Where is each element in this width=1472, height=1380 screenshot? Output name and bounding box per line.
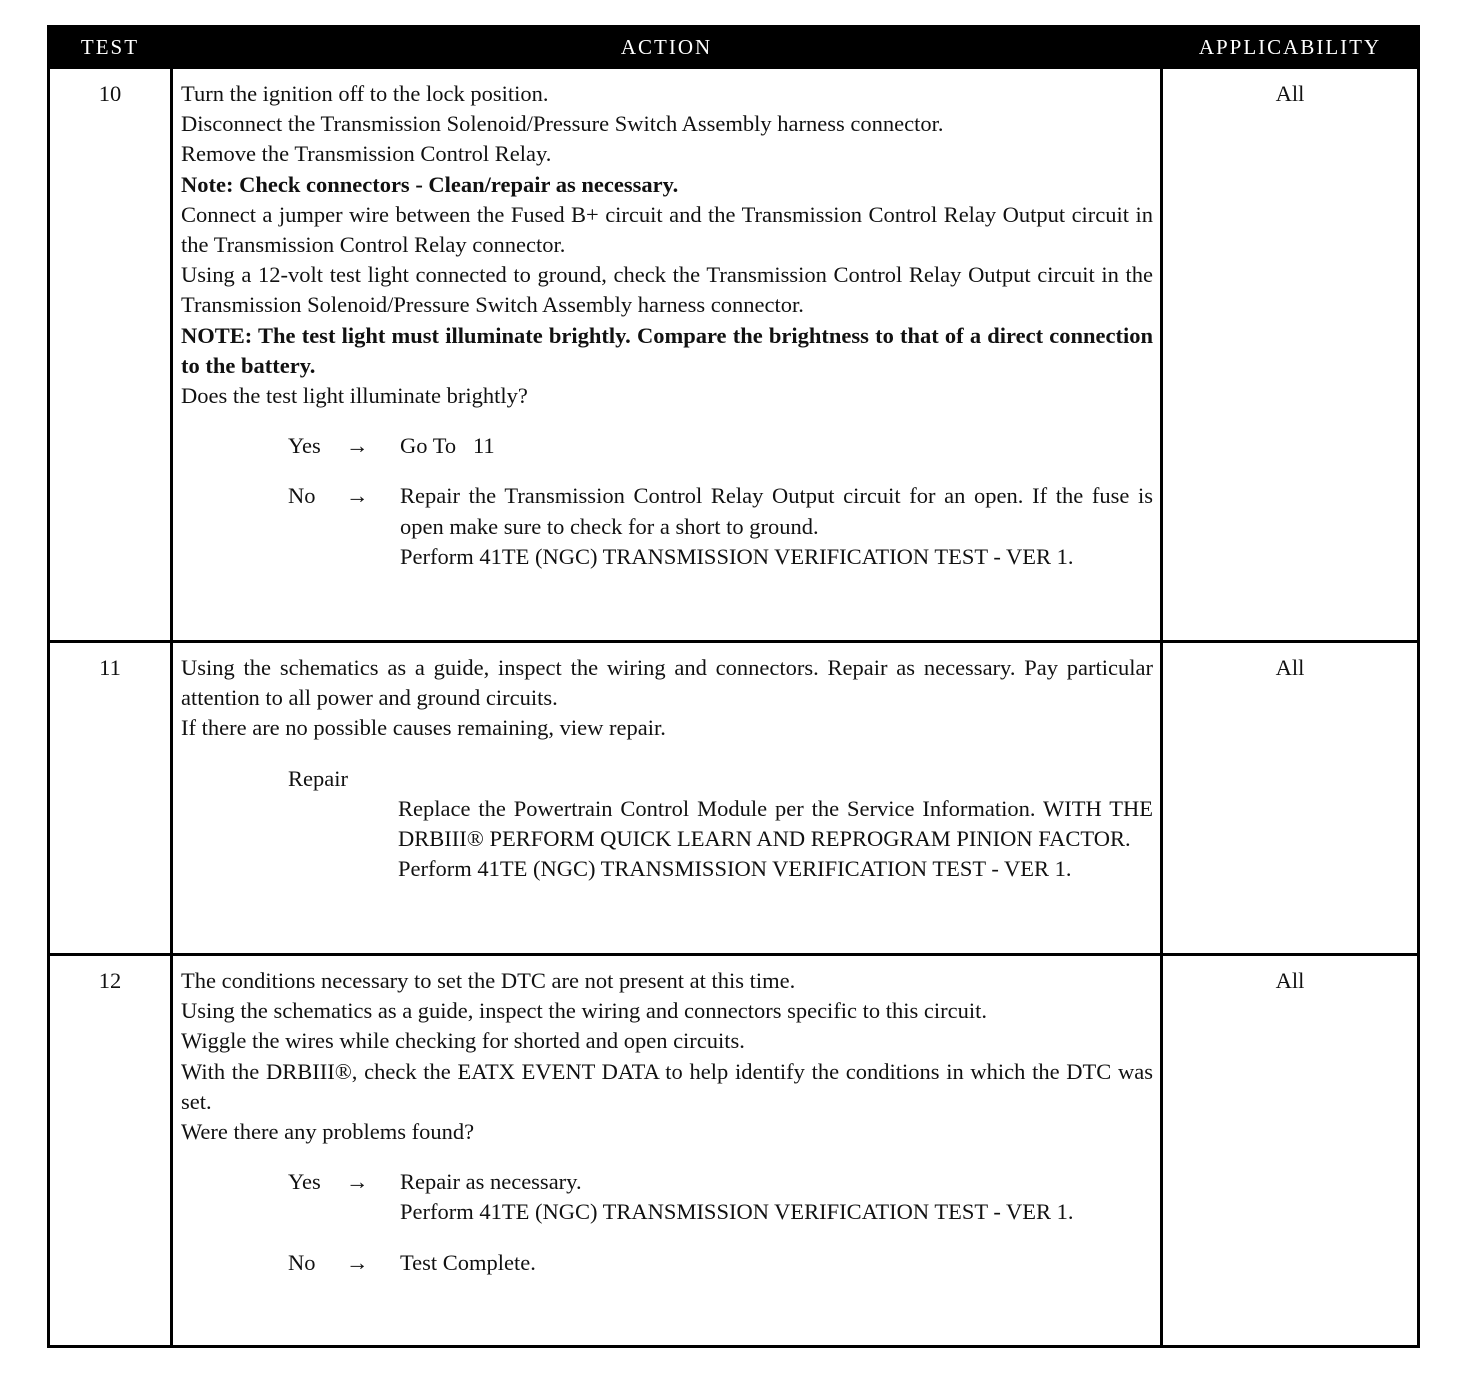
action-cell [172,955,1162,1347]
action-note: NOTE: The test light must illuminate brightly. Compare the brightness to that of a direct connection to the battery. [181,322,1153,378]
action-step: If there are no possible causes remaining, view repair. [181,715,666,741]
table-row-test-12 [49,955,1419,1347]
response-label: Yes [288,1169,321,1195]
action-step: Using the schematics as a guide, inspect the wiring and connectors. Repair as necessary. Pay particular attention to all power and ground circuits. [181,655,1153,711]
response-label: Yes [288,433,321,459]
test-number: 10 [49,68,172,642]
response-text: Repair the Transmission Control Relay Output circuit for an open. If the fuse is open make sure to check for a short to ground. Perform 41TE (NGC) TRANSMISSION VERIFICATION TEST - VER 1. [400,483,1153,569]
action-step: The conditions necessary to set the DTC are not present at this time. [181,968,796,993]
response-label: No [288,483,316,509]
action-step: Connect a jumper wire between the Fused B+ circuit and the Transmission Control Relay Output circuit in the Transmission Control Relay connector. [181,201,1153,258]
response-text: Replace the Powertrain Control Module per the Service Information. WITH THE DRBIII® PERFORM QUICK LEARN AND REPROGRAM PINION FACTOR. Perform 41TE (NGC) TRANSMISSION VERIFICATION TEST - VER 1. [398,795,1153,882]
header-test: TEST [49,27,172,68]
arrow-right-icon: → [346,1169,369,1195]
applicability-value: All [1162,68,1419,642]
action-cell [172,68,1162,642]
response-no [181,1248,1153,1278]
action-step: Turn the ignition off to the lock position. [181,81,549,106]
action-note: Note: Check connectors - Clean/repair as necessary. [181,171,679,197]
action-question: Were there any problems found? [181,1119,475,1145]
response-label: No [288,1249,316,1275]
arrow-right-icon: → [346,483,369,509]
arrow-right-icon: → [346,433,369,459]
action-step: Wiggle the wires while checking for shorted and open circuits. [181,1028,745,1054]
response-label: Repair [288,765,348,791]
action-step: Disconnect the Transmission Solenoid/Pressure Switch Assembly harness connector. [181,111,944,137]
test-number: 12 [49,955,172,1347]
response-yes [181,1167,1153,1227]
table-row-test-11 [49,642,1419,955]
response-yes [181,431,1153,461]
action-step: Using a 12-volt test light connected to ground, check the Transmission Control Relay Output circuit in the Transmission Solenoid/Pressure Switch Assembly harness connector. [181,262,1153,318]
arrow-right-icon: → [346,1249,369,1275]
header-action: ACTION [172,27,1162,68]
action-cell [172,642,1162,955]
table-header-row [49,27,1419,68]
diagnostic-test-table [47,25,1420,1348]
test-number: 11 [49,642,172,955]
response-text: Repair as necessary. Perform 41TE (NGC) TRANSMISSION VERIFICATION TEST - VER 1. [400,1169,1074,1225]
response-text: Go To 11 [400,433,495,459]
response-no [181,481,1153,572]
applicability-value: All [1162,955,1419,1347]
action-question: Does the test light illuminate brightly? [181,383,528,409]
header-applicability: APPLICABILITY [1162,27,1419,68]
table-row-test-10 [49,68,1419,642]
action-step: Using the schematics as a guide, inspect the wiring and connectors specific to this circuit. [181,998,988,1024]
action-step: Remove the Transmission Control Relay. [181,141,552,167]
action-step: With the DRBIII®, check the EATX EVENT DATA to help identify the conditions in which the DTC was set. [181,1058,1153,1114]
response-text: Test Complete. [400,1249,536,1275]
applicability-value: All [1162,642,1419,955]
response-repair [181,764,1153,885]
